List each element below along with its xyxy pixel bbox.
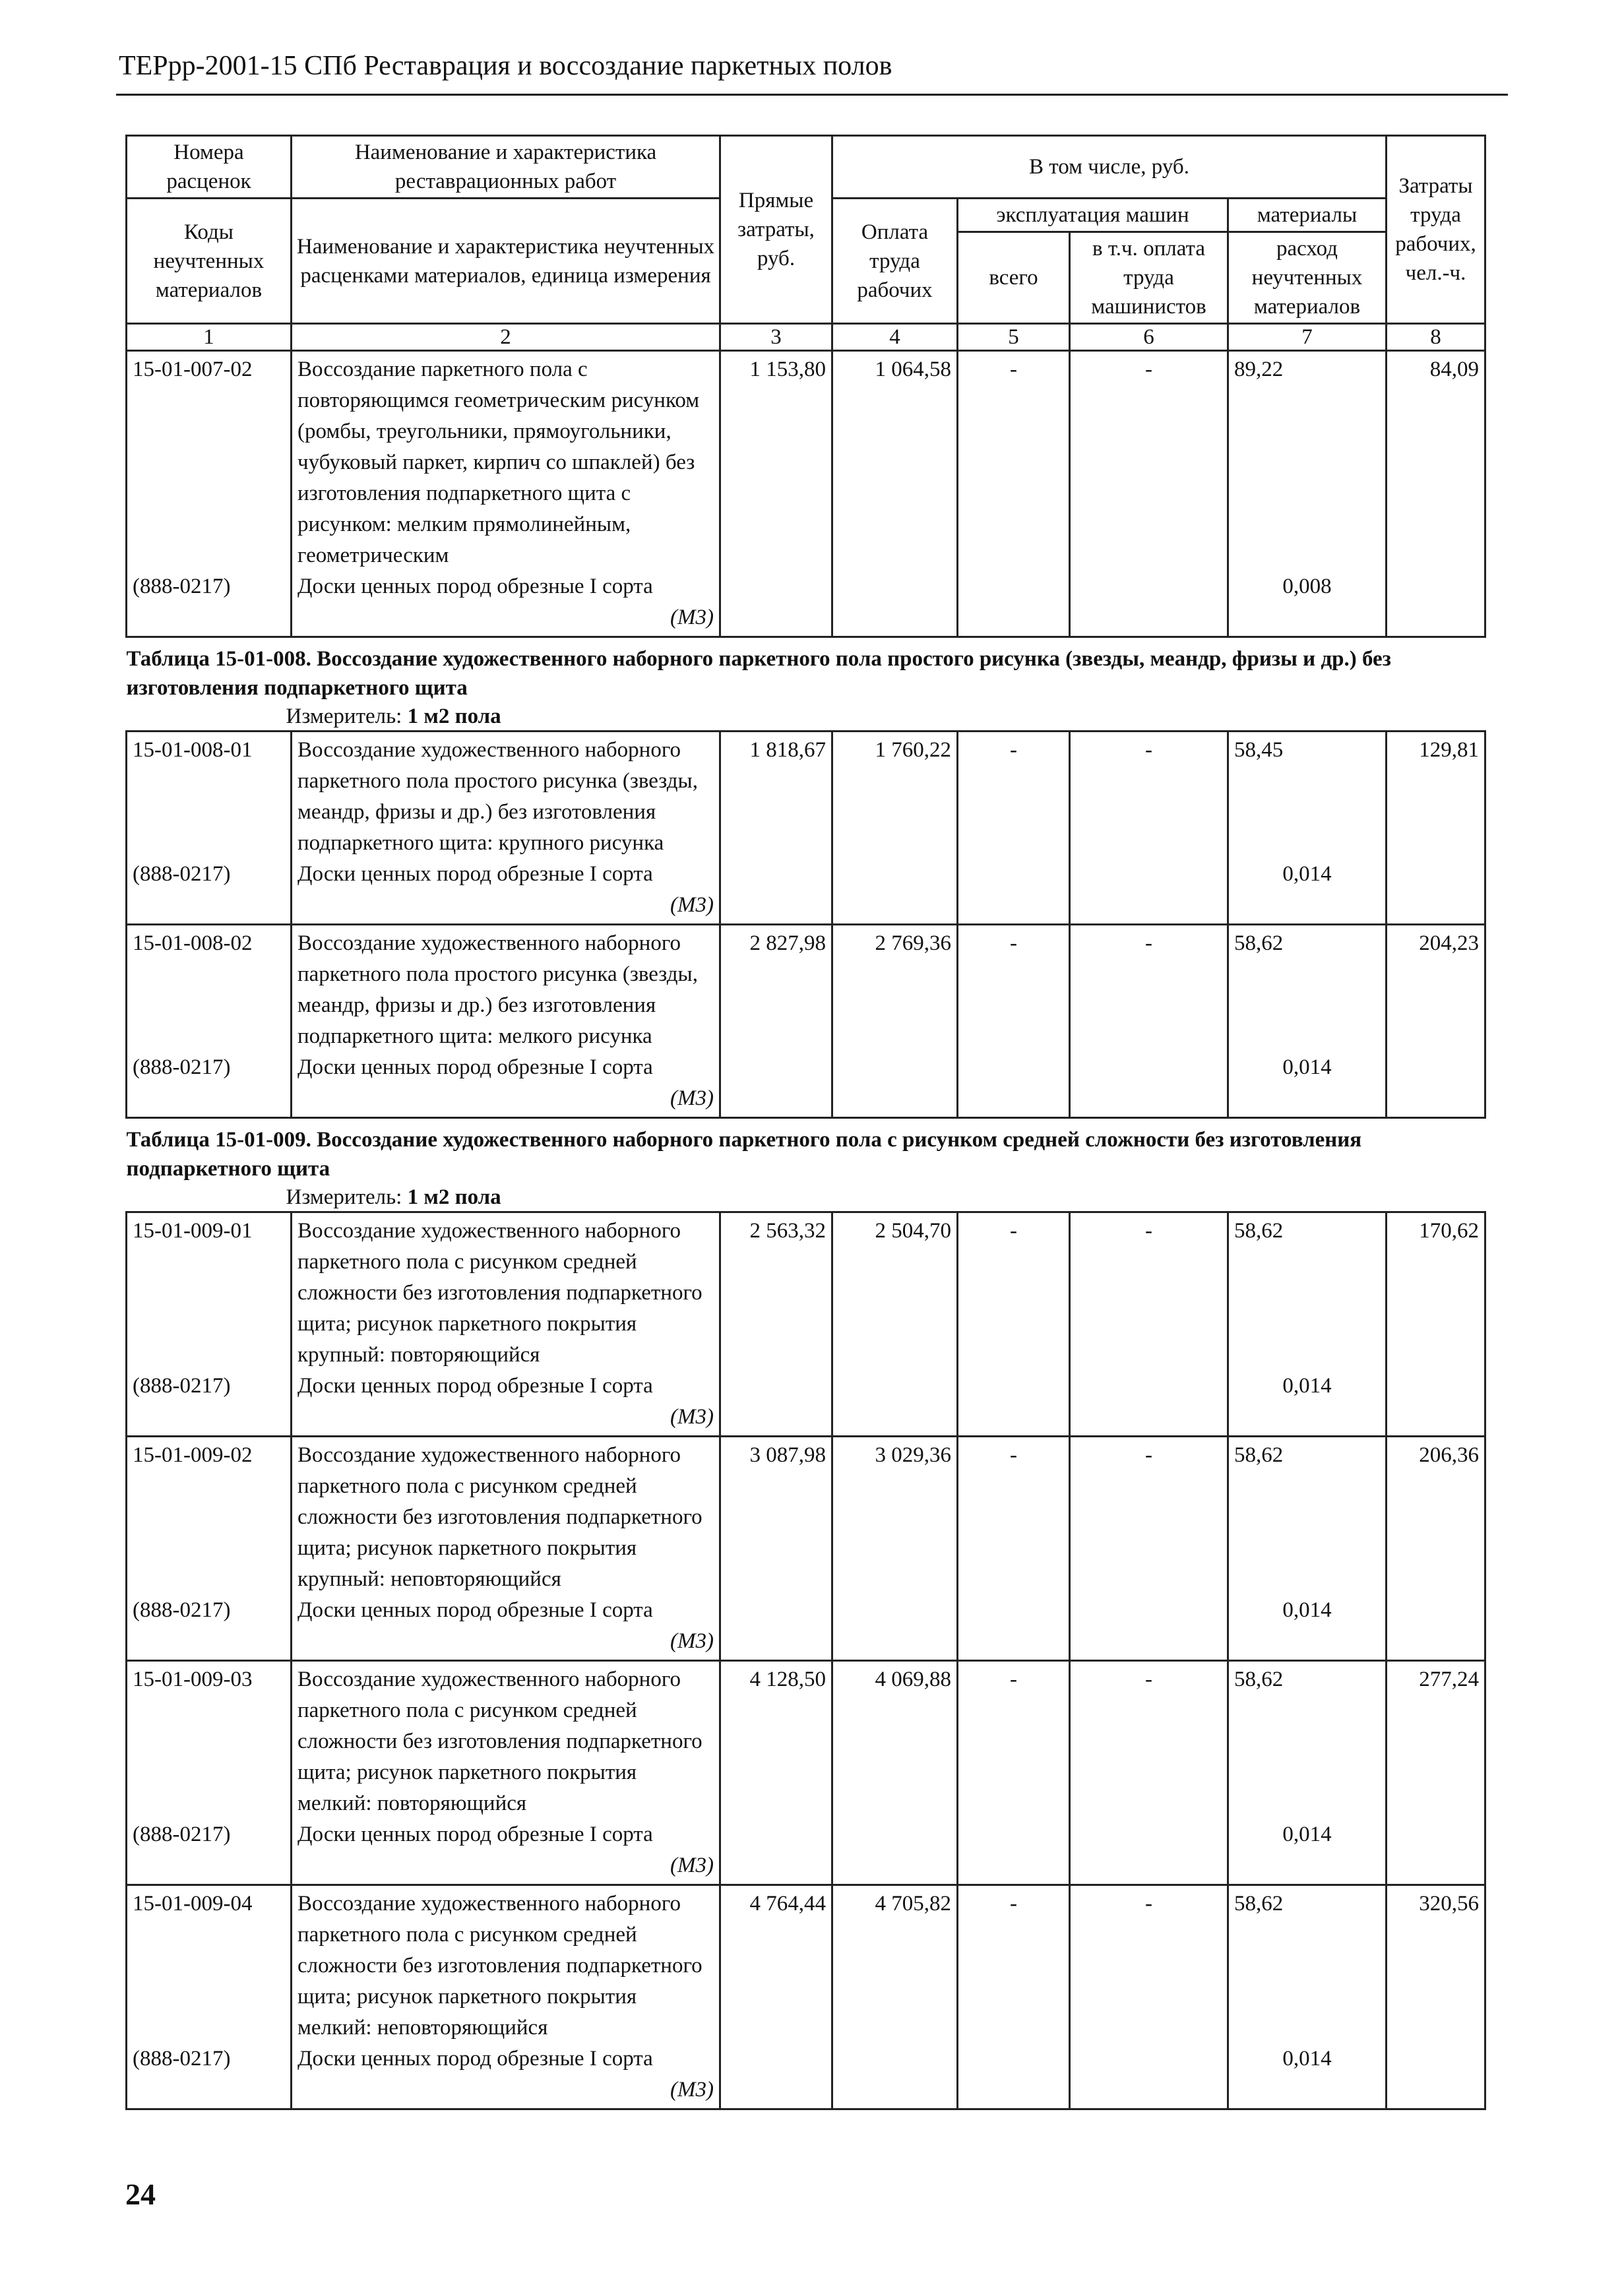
material-unit: (М3) <box>670 1854 714 1877</box>
labor-hours: 84,09 <box>1387 351 1485 637</box>
head-wages: Оплата труда рабочих <box>832 199 958 324</box>
rate-code-cell <box>127 351 292 637</box>
materials-cost: 89,22 <box>1234 358 1284 381</box>
material-code: (888-0217) <box>133 1598 231 1622</box>
materials-cost: 58,62 <box>1234 1443 1284 1467</box>
rate-description: Воссоздание художественного наборного паркетного пола простого рисунка (звезды, меандр, фризы и др.) без изготовления подпаркетного щита: мелкого рисунка <box>297 931 698 1048</box>
machinist-wages: - <box>1070 1661 1228 1885</box>
head-code-1: Номера расценок <box>127 136 292 199</box>
machinist-wages: - <box>1070 1885 1228 2109</box>
worker-wages: 4 705,82 <box>832 1885 958 2109</box>
material-name: Доски ценных пород обрезные I сорта <box>297 2047 653 2071</box>
rates-body <box>127 351 1485 2109</box>
direct-costs: 4 128,50 <box>720 1661 832 1885</box>
materials-cost: 58,62 <box>1234 1668 1284 1691</box>
head-machinist-wages: в т.ч. оплата труда машинистов <box>1070 232 1228 324</box>
rate-description: Воссоздание художественного наборного паркетного пола с рисунком средней сложности без изготовления подпаркетного щита; рисунок паркетного покрытия мелкий: неповторяющийся <box>297 1892 703 2040</box>
material-quantity: 0,014 <box>1282 1823 1332 1846</box>
machines-total: - <box>958 1885 1070 2109</box>
rate-row <box>127 1437 1485 1661</box>
column-number: 5 <box>958 324 1070 351</box>
rate-row <box>127 732 1485 925</box>
labor-hours: 206,36 <box>1387 1437 1485 1661</box>
worker-wages: 3 029,36 <box>832 1437 958 1661</box>
rate-row <box>127 1212 1485 1437</box>
table-caption: Таблица 15-01-009. Воссоздание художественного наборного паркетного пола с рисунком средней сложности без изготовления подпаркетного щита <box>126 1128 1362 1181</box>
material-quantity: 0,014 <box>1282 1598 1332 1622</box>
materials-cost: 58,45 <box>1234 738 1284 762</box>
material-name: Доски ценных пород обрезные I сорта <box>297 862 653 886</box>
rate-code-cell <box>127 1885 292 2109</box>
head-name-1: Наименование и характеристика реставрационных работ <box>292 136 720 199</box>
materials-cost: 58,62 <box>1234 1892 1284 1916</box>
material-unit: (М3) <box>670 606 714 629</box>
column-number: 7 <box>1228 324 1387 351</box>
table-caption: Таблица 15-01-008. Воссоздание художественного наборного паркетного пола простого рисунка (звезды, меандр, фризы и др.) без изготовления подпаркетного щита <box>126 647 1391 700</box>
rate-code: 15-01-009-03 <box>133 1668 253 1691</box>
labor-hours: 204,23 <box>1387 925 1485 1118</box>
materials-cell <box>1228 351 1387 637</box>
rate-description: Воссоздание художественного наборного паркетного пола с рисунком средней сложности без изготовления подпаркетного щита; рисунок паркетного покрытия крупный: повторяющийся <box>297 1219 703 1367</box>
head-material-usage: расход неучтенных материалов <box>1228 232 1387 324</box>
material-unit: (М3) <box>670 2078 714 2102</box>
table-caption-cell <box>127 1118 1485 1212</box>
material-code: (888-0217) <box>133 1374 231 1398</box>
material-name: Доски ценных пород обрезные I сорта <box>297 1823 653 1846</box>
rate-code: 15-01-008-02 <box>133 931 253 955</box>
rate-row <box>127 1885 1485 2109</box>
table-caption-cell <box>127 637 1485 732</box>
direct-costs: 4 764,44 <box>720 1885 832 2109</box>
worker-wages: 2 769,36 <box>832 925 958 1118</box>
machines-total: - <box>958 1212 1070 1437</box>
rate-code: 15-01-009-01 <box>133 1219 253 1243</box>
column-number: 4 <box>832 324 958 351</box>
worker-wages: 4 069,88 <box>832 1661 958 1885</box>
rate-row <box>127 925 1485 1118</box>
material-code: (888-0217) <box>133 862 231 886</box>
worker-wages: 2 504,70 <box>832 1212 958 1437</box>
rate-code-cell <box>127 732 292 925</box>
worker-wages: 1 064,58 <box>832 351 958 637</box>
material-code: (888-0217) <box>133 1055 231 1079</box>
rate-description-cell <box>292 1212 720 1437</box>
rate-row <box>127 351 1485 637</box>
direct-costs: 2 827,98 <box>720 925 832 1118</box>
direct-costs: 3 087,98 <box>720 1437 832 1661</box>
column-number: 1 <box>127 324 292 351</box>
rate-description: Воссоздание художественного наборного паркетного пола с рисунком средней сложности без изготовления подпаркетного щита; рисунок паркетного покрытия крупный: неповторяющийся <box>297 1443 703 1591</box>
rate-description-cell <box>292 732 720 925</box>
labor-hours: 170,62 <box>1387 1212 1485 1437</box>
rate-description: Воссоздание художественного наборного паркетного пола с рисунком средней сложности без изготовления подпаркетного щита; рисунок паркетного покрытия мелкий: повторяющийся <box>297 1668 703 1815</box>
material-name: Доски ценных пород обрезные I сорта <box>297 575 653 598</box>
table-caption-row <box>127 637 1485 732</box>
rate-description-cell <box>292 1437 720 1661</box>
machinist-wages: - <box>1070 732 1228 925</box>
head-machines-total: всего <box>958 232 1070 324</box>
page-header: ТЕРрр-2001-15 СПб Реставрация и воссоздание паркетных полов <box>119 51 892 81</box>
measure-label: Измеритель: <box>286 1185 402 1209</box>
head-including: В том числе, руб. <box>832 136 1387 199</box>
head-materials: материалы <box>1228 199 1387 232</box>
machines-total: - <box>958 732 1070 925</box>
labor-hours: 129,81 <box>1387 732 1485 925</box>
worker-wages: 1 760,22 <box>832 732 958 925</box>
material-code: (888-0217) <box>133 2047 231 2071</box>
rates-document <box>125 135 1484 2110</box>
rate-row <box>127 1661 1485 1885</box>
material-name: Доски ценных пород обрезные I сорта <box>297 1055 653 1079</box>
materials-cell <box>1228 1437 1387 1661</box>
materials-cost: 58,62 <box>1234 931 1284 955</box>
machinist-wages: - <box>1070 925 1228 1118</box>
material-name: Доски ценных пород обрезные I сорта <box>297 1374 653 1398</box>
rate-code-cell <box>127 1661 292 1885</box>
direct-costs: 2 563,32 <box>720 1212 832 1437</box>
table-caption-row <box>127 1118 1485 1212</box>
materials-cell <box>1228 925 1387 1118</box>
machinist-wages: - <box>1070 351 1228 637</box>
measure-value: 1 м2 пола <box>407 704 501 728</box>
table-head <box>127 136 1485 351</box>
materials-cell <box>1228 1212 1387 1437</box>
head-code-2: Коды неучтенных материалов <box>127 199 292 324</box>
column-number: 8 <box>1387 324 1485 351</box>
column-number-row <box>127 324 1485 351</box>
page-number: 24 <box>125 2177 156 2211</box>
measure-line <box>127 702 1485 730</box>
machines-total: - <box>958 1437 1070 1661</box>
head-name-2: Наименование и характеристика неучтенных расценками материалов, единица измерения <box>292 199 720 324</box>
material-code: (888-0217) <box>133 1823 231 1846</box>
machinist-wages: - <box>1070 1437 1228 1661</box>
rates-table <box>125 135 1486 2110</box>
material-code: (888-0217) <box>133 575 231 598</box>
head-labor: Затраты труда рабочих, чел.-ч. <box>1387 136 1485 324</box>
machinist-wages: - <box>1070 1212 1228 1437</box>
measure-label: Измеритель: <box>286 704 402 728</box>
material-quantity: 0,008 <box>1282 575 1332 598</box>
rate-description: Воссоздание паркетного пола с повторяющимся геометрическим рисунком (ромбы, треугольники, прямоугольники, чубуковый паркет, кирпич со шпаклей) без изготовления подпаркетного щита с рисунком: мелким прямолинейным, геометрическим <box>297 358 700 567</box>
material-unit: (М3) <box>670 1405 714 1429</box>
material-unit: (М3) <box>670 1086 714 1110</box>
materials-cell <box>1228 1661 1387 1885</box>
rate-code: 15-01-008-01 <box>133 738 253 762</box>
material-quantity: 0,014 <box>1282 1374 1332 1398</box>
material-quantity: 0,014 <box>1282 862 1332 886</box>
rate-code: 15-01-009-02 <box>133 1443 253 1467</box>
machines-total: - <box>958 1661 1070 1885</box>
materials-cell <box>1228 732 1387 925</box>
rate-description-cell <box>292 925 720 1118</box>
rate-description-cell <box>292 1885 720 2109</box>
direct-costs: 1 818,67 <box>720 732 832 925</box>
material-unit: (М3) <box>670 1629 714 1653</box>
material-quantity: 0,014 <box>1282 1055 1332 1079</box>
head-machines: эксплуатация машин <box>958 199 1228 232</box>
rate-code: 15-01-009-04 <box>133 1892 253 1916</box>
materials-cost: 58,62 <box>1234 1219 1284 1243</box>
machines-total: - <box>958 925 1070 1118</box>
measure-line <box>127 1183 1485 1211</box>
material-unit: (М3) <box>670 893 714 917</box>
rate-code: 15-01-007-02 <box>133 358 253 381</box>
rate-code-cell <box>127 1212 292 1437</box>
direct-costs: 1 153,80 <box>720 351 832 637</box>
rate-description: Воссоздание художественного наборного паркетного пола простого рисунка (звезды, меандр, фризы и др.) без изготовления подпаркетного щита: крупного рисунка <box>297 738 698 855</box>
column-number: 3 <box>720 324 832 351</box>
column-number: 6 <box>1070 324 1228 351</box>
material-quantity: 0,014 <box>1282 2047 1332 2071</box>
labor-hours: 277,24 <box>1387 1661 1485 1885</box>
rate-code-cell <box>127 1437 292 1661</box>
rate-description-cell <box>292 351 720 637</box>
measure-value: 1 м2 пола <box>407 1185 501 1209</box>
header-rule <box>116 94 1508 96</box>
rate-code-cell <box>127 925 292 1118</box>
head-direct: Прямые затраты, руб. <box>720 136 832 324</box>
rate-description-cell <box>292 1661 720 1885</box>
machines-total: - <box>958 351 1070 637</box>
column-number: 2 <box>292 324 720 351</box>
labor-hours: 320,56 <box>1387 1885 1485 2109</box>
material-name: Доски ценных пород обрезные I сорта <box>297 1598 653 1622</box>
materials-cell <box>1228 1885 1387 2109</box>
